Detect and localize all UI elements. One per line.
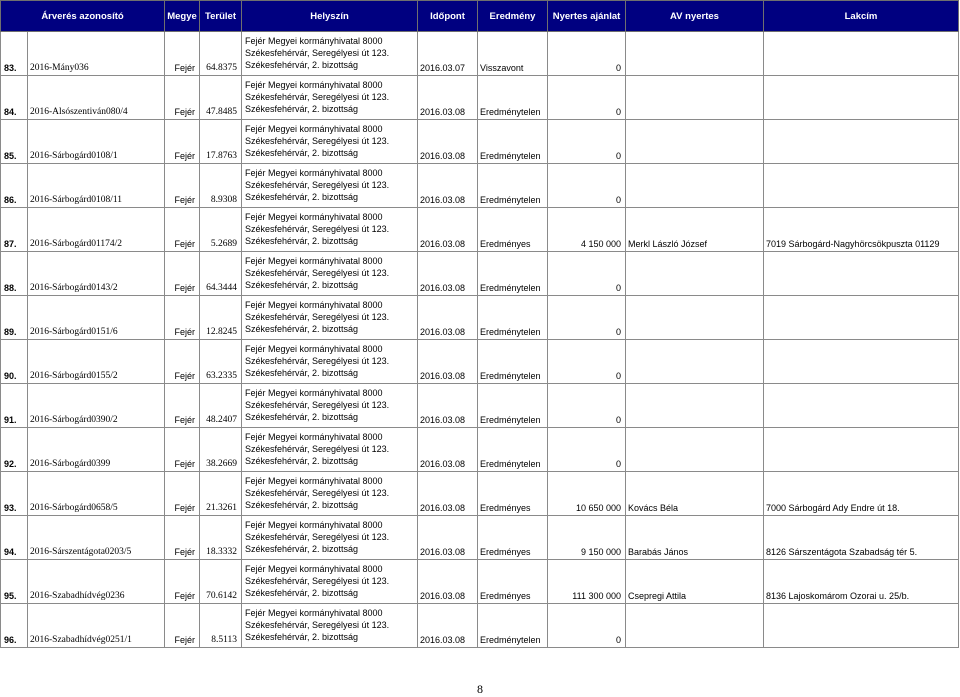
location-line: Székesfehérvár, 2. bizottság xyxy=(245,104,359,114)
cell-county: Fejér xyxy=(165,164,200,208)
cell-area: 8.9308 xyxy=(200,164,242,208)
location-line: Fejér Megyei kormányhivatal 8000 xyxy=(245,300,383,310)
location-line: Székesfehérvár, Seregélyesi út 123. xyxy=(245,532,390,542)
cell-result: Eredménytelen xyxy=(478,384,548,428)
cell-area: 8.5113 xyxy=(200,604,242,648)
cell-result: Eredményes xyxy=(478,208,548,252)
cell-county: Fejér xyxy=(165,516,200,560)
cell-county: Fejér xyxy=(165,208,200,252)
cell-winner: Barabás János xyxy=(626,516,764,560)
cell-row-number: 94. xyxy=(1,516,28,560)
header-address: Lakcím xyxy=(764,1,959,32)
cell-winner xyxy=(626,76,764,120)
table-row xyxy=(1,560,959,604)
cell-county: Fejér xyxy=(165,296,200,340)
cell-auction-id: 2016-Szabadhídvég0251/1 xyxy=(28,604,165,648)
location-line: Székesfehérvár, 2. bizottság xyxy=(245,500,359,510)
location-line: Fejér Megyei kormányhivatal 8000 xyxy=(245,520,383,530)
location-line: Székesfehérvár, Seregélyesi út 123. xyxy=(245,444,390,454)
cell-winning-bid: 10 650 000 xyxy=(548,472,626,516)
cell-winning-bid: 0 xyxy=(548,604,626,648)
location-line: Fejér Megyei kormányhivatal 8000 xyxy=(245,432,383,442)
cell-area: 21.3261 xyxy=(200,472,242,516)
location-line: Fejér Megyei kormányhivatal 8000 xyxy=(245,344,383,354)
cell-winner xyxy=(626,384,764,428)
cell-address: 7000 Sárbogárd Ady Endre út 18. xyxy=(764,472,959,516)
cell-winning-bid: 0 xyxy=(548,164,626,208)
location-line: Székesfehérvár, Seregélyesi út 123. xyxy=(245,488,390,498)
cell-location xyxy=(242,32,418,76)
header-result: Eredmény xyxy=(478,1,548,32)
cell-county: Fejér xyxy=(165,76,200,120)
cell-result: Eredményes xyxy=(478,560,548,604)
location-line: Székesfehérvár, 2. bizottság xyxy=(245,588,359,598)
cell-winner: Merkl László József xyxy=(626,208,764,252)
location-line: Fejér Megyei kormányhivatal 8000 xyxy=(245,168,383,178)
table-row xyxy=(1,384,959,428)
cell-area: 5.2689 xyxy=(200,208,242,252)
cell-auction-id: 2016-Alsószentiván080/4 xyxy=(28,76,165,120)
cell-address xyxy=(764,252,959,296)
cell-location xyxy=(242,76,418,120)
cell-area: 64.8375 xyxy=(200,32,242,76)
cell-location xyxy=(242,120,418,164)
cell-row-number: 88. xyxy=(1,252,28,296)
cell-area: 47.8485 xyxy=(200,76,242,120)
cell-auction-id: 2016-Sárszentágota0203/5 xyxy=(28,516,165,560)
location-line: Fejér Megyei kormányhivatal 8000 xyxy=(245,256,383,266)
cell-auction-id: 2016-Sárbogárd0399 xyxy=(28,428,165,472)
cell-area: 64.3444 xyxy=(200,252,242,296)
cell-date: 2016.03.08 xyxy=(418,208,478,252)
cell-county: Fejér xyxy=(165,604,200,648)
cell-location xyxy=(242,516,418,560)
cell-result: Eredménytelen xyxy=(478,340,548,384)
header-county: Megye xyxy=(165,1,200,32)
cell-result: Eredménytelen xyxy=(478,252,548,296)
location-line: Székesfehérvár, Seregélyesi út 123. xyxy=(245,576,390,586)
location-line: Fejér Megyei kormányhivatal 8000 xyxy=(245,608,383,618)
cell-winner xyxy=(626,32,764,76)
location-line: Székesfehérvár, Seregélyesi út 123. xyxy=(245,224,390,234)
cell-auction-id: 2016-Mány036 xyxy=(28,32,165,76)
location-line: Fejér Megyei kormányhivatal 8000 xyxy=(245,80,383,90)
location-line: Székesfehérvár, 2. bizottság xyxy=(245,192,359,202)
cell-county: Fejér xyxy=(165,120,200,164)
header-area: Terület xyxy=(200,1,242,32)
table-body xyxy=(1,32,959,648)
table-row xyxy=(1,516,959,560)
location-line: Fejér Megyei kormányhivatal 8000 xyxy=(245,212,383,222)
location-line: Székesfehérvár, Seregélyesi út 123. xyxy=(245,180,390,190)
location-line: Székesfehérvár, 2. bizottság xyxy=(245,148,359,158)
cell-winner xyxy=(626,340,764,384)
cell-location xyxy=(242,604,418,648)
cell-date: 2016.03.08 xyxy=(418,164,478,208)
cell-winning-bid: 0 xyxy=(548,120,626,164)
header-winner: AV nyertes xyxy=(626,1,764,32)
table-row xyxy=(1,208,959,252)
cell-result: Eredményes xyxy=(478,472,548,516)
cell-row-number: 96. xyxy=(1,604,28,648)
cell-date: 2016.03.08 xyxy=(418,296,478,340)
cell-auction-id: 2016-Sárbogárd0143/2 xyxy=(28,252,165,296)
cell-row-number: 83. xyxy=(1,32,28,76)
location-line: Székesfehérvár, Seregélyesi út 123. xyxy=(245,136,390,146)
header-date: Időpont xyxy=(418,1,478,32)
location-line: Székesfehérvár, Seregélyesi út 123. xyxy=(245,400,390,410)
cell-county: Fejér xyxy=(165,252,200,296)
cell-location xyxy=(242,164,418,208)
cell-row-number: 85. xyxy=(1,120,28,164)
cell-row-number: 86. xyxy=(1,164,28,208)
location-line: Fejér Megyei kormányhivatal 8000 xyxy=(245,564,383,574)
cell-row-number: 84. xyxy=(1,76,28,120)
location-line: Székesfehérvár, 2. bizottság xyxy=(245,632,359,642)
table-row xyxy=(1,428,959,472)
cell-location xyxy=(242,428,418,472)
cell-winning-bid: 0 xyxy=(548,296,626,340)
cell-row-number: 91. xyxy=(1,384,28,428)
location-line: Székesfehérvár, 2. bizottság xyxy=(245,412,359,422)
cell-result: Eredménytelen xyxy=(478,120,548,164)
table-row xyxy=(1,472,959,516)
cell-address xyxy=(764,120,959,164)
cell-county: Fejér xyxy=(165,340,200,384)
cell-address: 8126 Sárszentágota Szabadság tér 5. xyxy=(764,516,959,560)
cell-area: 38.2669 xyxy=(200,428,242,472)
location-line: Székesfehérvár, Seregélyesi út 123. xyxy=(245,48,390,58)
cell-winner xyxy=(626,604,764,648)
table-row xyxy=(1,120,959,164)
header-auction-id: Árverés azonosító xyxy=(1,1,165,32)
cell-winning-bid: 0 xyxy=(548,32,626,76)
cell-location xyxy=(242,472,418,516)
location-line: Székesfehérvár, 2. bizottság xyxy=(245,456,359,466)
location-line: Székesfehérvár, Seregélyesi út 123. xyxy=(245,92,390,102)
location-line: Székesfehérvár, 2. bizottság xyxy=(245,236,359,246)
cell-area: 63.2335 xyxy=(200,340,242,384)
cell-result: Eredményes xyxy=(478,516,548,560)
cell-county: Fejér xyxy=(165,472,200,516)
cell-address: 8136 Lajoskomárom Ozorai u. 25/b. xyxy=(764,560,959,604)
cell-result: Eredménytelen xyxy=(478,164,548,208)
page-number: 8 xyxy=(477,682,483,696)
table-row xyxy=(1,340,959,384)
cell-area: 48.2407 xyxy=(200,384,242,428)
cell-row-number: 90. xyxy=(1,340,28,384)
cell-winner xyxy=(626,120,764,164)
location-line: Fejér Megyei kormányhivatal 8000 xyxy=(245,388,383,398)
cell-address xyxy=(764,296,959,340)
cell-date: 2016.03.08 xyxy=(418,604,478,648)
cell-area: 12.8245 xyxy=(200,296,242,340)
cell-location xyxy=(242,296,418,340)
cell-date: 2016.03.08 xyxy=(418,384,478,428)
cell-address xyxy=(764,32,959,76)
header-location: Helyszín xyxy=(242,1,418,32)
location-line: Székesfehérvár, Seregélyesi út 123. xyxy=(245,620,390,630)
table-row xyxy=(1,32,959,76)
cell-winner: Kovács Béla xyxy=(626,472,764,516)
cell-address xyxy=(764,604,959,648)
cell-result: Eredménytelen xyxy=(478,428,548,472)
cell-area: 17.8763 xyxy=(200,120,242,164)
table-row xyxy=(1,252,959,296)
cell-row-number: 92. xyxy=(1,428,28,472)
table-row xyxy=(1,76,959,120)
cell-date: 2016.03.08 xyxy=(418,428,478,472)
cell-location xyxy=(242,340,418,384)
cell-result: Eredménytelen xyxy=(478,296,548,340)
cell-auction-id: 2016-Sárbogárd0151/6 xyxy=(28,296,165,340)
cell-auction-id: 2016-Sárbogárd0108/1 xyxy=(28,120,165,164)
cell-auction-id: 2016-Szabadhídvég0236 xyxy=(28,560,165,604)
cell-date: 2016.03.08 xyxy=(418,516,478,560)
cell-result: Visszavont xyxy=(478,32,548,76)
cell-date: 2016.03.08 xyxy=(418,340,478,384)
location-line: Fejér Megyei kormányhivatal 8000 xyxy=(245,36,383,46)
cell-result: Eredménytelen xyxy=(478,76,548,120)
cell-date: 2016.03.08 xyxy=(418,252,478,296)
cell-row-number: 89. xyxy=(1,296,28,340)
cell-winner xyxy=(626,428,764,472)
location-line: Székesfehérvár, Seregélyesi út 123. xyxy=(245,312,390,322)
cell-winning-bid: 4 150 000 xyxy=(548,208,626,252)
cell-location xyxy=(242,208,418,252)
cell-auction-id: 2016-Sárbogárd0658/5 xyxy=(28,472,165,516)
cell-winner xyxy=(626,164,764,208)
location-line: Fejér Megyei kormányhivatal 8000 xyxy=(245,476,383,486)
location-line: Székesfehérvár, 2. bizottság xyxy=(245,544,359,554)
cell-row-number: 87. xyxy=(1,208,28,252)
location-line: Székesfehérvár, 2. bizottság xyxy=(245,324,359,334)
cell-auction-id: 2016-Sárbogárd01174/2 xyxy=(28,208,165,252)
cell-address xyxy=(764,76,959,120)
cell-address xyxy=(764,384,959,428)
cell-date: 2016.03.07 xyxy=(418,32,478,76)
cell-auction-id: 2016-Sárbogárd0108/11 xyxy=(28,164,165,208)
cell-winner xyxy=(626,252,764,296)
header-row xyxy=(1,1,959,32)
cell-auction-id: 2016-Sárbogárd0155/2 xyxy=(28,340,165,384)
cell-area: 70.6142 xyxy=(200,560,242,604)
cell-date: 2016.03.08 xyxy=(418,76,478,120)
cell-county: Fejér xyxy=(165,384,200,428)
cell-county: Fejér xyxy=(165,560,200,604)
cell-result: Eredménytelen xyxy=(478,604,548,648)
cell-winning-bid: 0 xyxy=(548,76,626,120)
location-line: Székesfehérvár, 2. bizottság xyxy=(245,280,359,290)
cell-winning-bid: 0 xyxy=(548,340,626,384)
cell-winner: Csepregi Attila xyxy=(626,560,764,604)
cell-address: 7019 Sárbogárd-Nagyhörcsökpuszta 01129 xyxy=(764,208,959,252)
cell-location xyxy=(242,252,418,296)
location-line: Székesfehérvár, Seregélyesi út 123. xyxy=(245,268,390,278)
location-line: Székesfehérvár, 2. bizottság xyxy=(245,368,359,378)
location-line: Székesfehérvár, Seregélyesi út 123. xyxy=(245,356,390,366)
cell-winner xyxy=(626,296,764,340)
header-winning-bid: Nyertes ajánlat xyxy=(548,1,626,32)
cell-county: Fejér xyxy=(165,32,200,76)
cell-address xyxy=(764,340,959,384)
cell-winning-bid: 9 150 000 xyxy=(548,516,626,560)
cell-auction-id: 2016-Sárbogárd0390/2 xyxy=(28,384,165,428)
cell-location xyxy=(242,384,418,428)
table-row xyxy=(1,296,959,340)
table-row xyxy=(1,604,959,648)
cell-row-number: 93. xyxy=(1,472,28,516)
cell-winning-bid: 111 300 000 xyxy=(548,560,626,604)
cell-date: 2016.03.08 xyxy=(418,120,478,164)
cell-address xyxy=(764,428,959,472)
cell-location xyxy=(242,560,418,604)
cell-winning-bid: 0 xyxy=(548,384,626,428)
cell-winning-bid: 0 xyxy=(548,252,626,296)
cell-winning-bid: 0 xyxy=(548,428,626,472)
cell-address xyxy=(764,164,959,208)
cell-area: 18.3332 xyxy=(200,516,242,560)
cell-date: 2016.03.08 xyxy=(418,560,478,604)
cell-date: 2016.03.08 xyxy=(418,472,478,516)
cell-county: Fejér xyxy=(165,428,200,472)
location-line: Fejér Megyei kormányhivatal 8000 xyxy=(245,124,383,134)
table-row xyxy=(1,164,959,208)
cell-row-number: 95. xyxy=(1,560,28,604)
location-line: Székesfehérvár, 2. bizottság xyxy=(245,60,359,70)
